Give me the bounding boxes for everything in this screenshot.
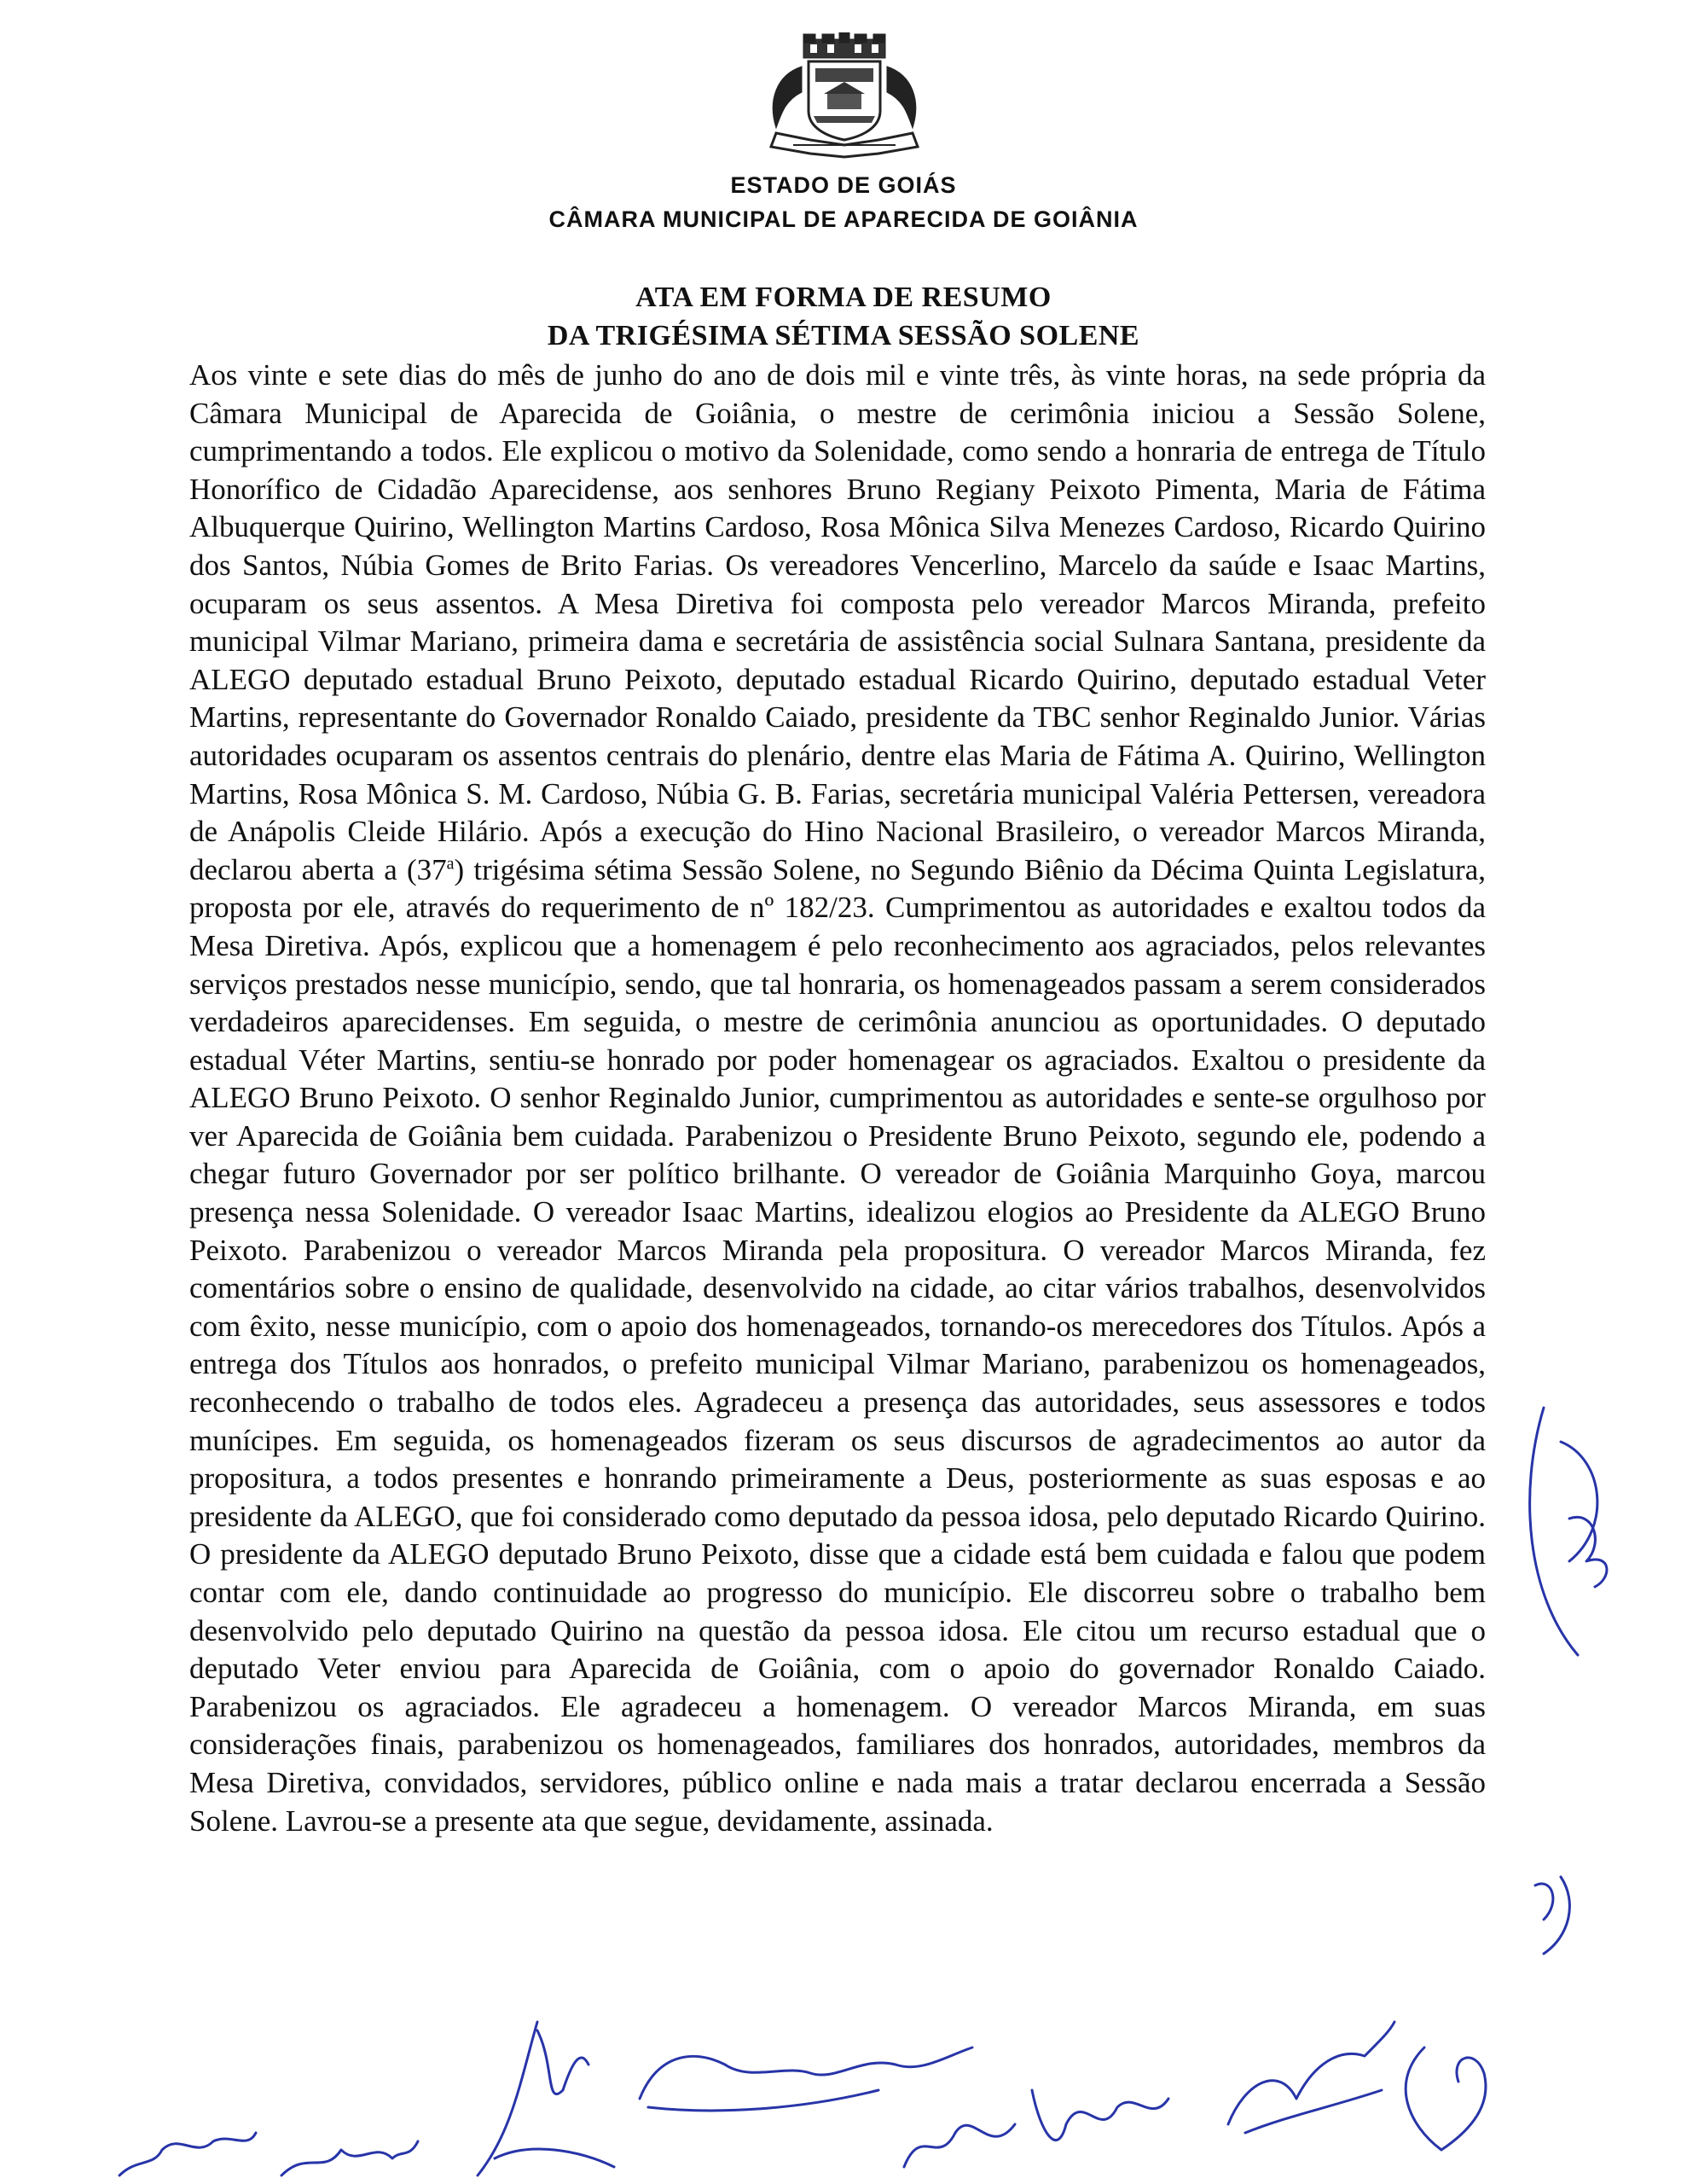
ordinal-superscript: a bbox=[446, 854, 455, 874]
signature-mark-5 bbox=[887, 2073, 1177, 2184]
minutes-body-part1: Aos vinte e sete dias do mês de junho do ano de dois mil e vinte três, às vinte horas, na sede própria da Câmara Municipal de Aparecida de Goiânia, o mestre de cerimônia iniciou a Sessão Solene, cumprimentando a todos. Ele explicou o motivo da Solenidade, como sendo a honraria de entrega de Título Honorífico de Cidadão Aparecidense, aos senhores Bruno Regiany Peixoto Pimenta, Maria de Fátima Albuquerque Quirino, Wellington Martins Cardoso, Rosa Mônica Silva Menezes Cardoso, Ricardo Quirino dos Santos, Núbia Gomes de Brito Farias. Os vereadores Vencerlino, Marcelo da saúde e Isaac Martins, ocuparam os seus assentos. A Mesa Diretiva foi composta pelo vereador Marcos Miranda, prefeito municipal Vilmar Mariano, primeira dama e secretária de assistência social Sulnara Santana, presidente da ALEGO deputado estadual Bruno Peixoto, deputado estadual Ricardo Quirino, deputado estadual Veter Martins, representante do Governador Ronaldo Caiado, presidente da TBC senhor Reginaldo Junior. Várias autoridades ocuparam os assentos centrais do plenário, dentre elas Maria de Fátima A. Quirino, Wellington Martins, Rosa Mônica S. M. Cardoso, Núbia G. B. Farias, secretária municipal Valéria Pettersen, vereadora de Anápolis Cleide Hilário. Após a execução do Hino Nacional Brasileiro, o vereador Marcos Miranda, declarou aberta a (37 bbox=[189, 358, 1486, 886]
minutes-body bbox=[189, 357, 1486, 1840]
municipal-coat-of-arms-icon bbox=[742, 32, 947, 160]
signature-mark-3 bbox=[461, 2013, 623, 2184]
header-state: ESTADO DE GOIÁS bbox=[730, 172, 957, 198]
minutes-body-part2: ) trigésima sétima Sessão Solene, no Segundo Biênio da Décima Quinta Legislatura, proposta por ele, através do requerimento de nº 182/23. Cumprimentou as autoridades e exaltou todos da Mesa Diretiva. Após, explicou que a homenagem é pelo reconhecimento aos agraciados, pelos relevantes serviços prestados nesse município, sendo, que tal honraria, os homenageados passam a serem considerados verdadeiros aparecidenses. Em seguida, o mestre de cerimônia anunciou as oportunidades. O deputado estadual Véter Martins, sentiu-se honrado por poder homenagear os agraciados. Exaltou o presidente da ALEGO Bruno Peixoto. O senhor Reginaldo Junior, cumprimentou as autoridades e sente-se orgulhoso por ver Aparecida de Goiânia bem cuidada. Parabenizou o Presidente Bruno Peixoto, segundo ele, podendo a chegar futuro Governador por ser político brilhante. O vereador de Goiânia Marquinho Goya, marcou presença nessa Solenidade. O vereador Isaac Martins, idealizou elogios ao Presidente da ALEGO Bruno Peixoto. Parabenizou o vereador Marcos Miranda pela propositura. O vereador Marcos Miranda, fez comentários sobre o ensino de qualidade, desenvolvido na cidade, ao citar vários trabalhos, desenvolvidos com êxito, nesse município, com o apoio dos homenageados, tornando-os merecedores dos Títulos. Após a entrega dos Títulos aos honrados, o prefeito municipal Vilmar Mariano, parabenizou os homenageados, reconhecendo o trabalho de todos eles. Agradeceu a presença das autoridades, seus assessores e todos munícipes. Em seguida, os homenageados fizeram os seus discursos de agradecimentos ao autor da propositura, a todos presentes e honrando primeiramente a Deus, posteriormente as suas esposas e ao presidente da ALEGO, que foi considerado como deputado da pessoa idosa, pelo deputado Ricardo Quirino. O presidente da ALEGO deputado Bruno Peixoto, disse que a cidade está bem cuidada e falou que podem contar com ele, dando continuidade ao progresso do município. Ele discorreu sobre o trabalho bem desenvolvido pelo deputado Quirino na questão da pessoa idosa. Ele citou um recurso estadual que o deputado Veter enviou para Aparecida de Goiânia, com o apoio do governador Ronaldo Caiado. Parabenizou os agraciados. Ele agradeceu a homenagem. O vereador Marcos Miranda, em suas considerações finais, parabenizou os homenageados, familiares dos honrados, autoridades, membros da Mesa Diretiva, convidados, servidores, público online e nada mais a tratar declarou encerrada a Sessão Solene. Lavrou-se a presente ata que segue, devidamente, assinada. bbox=[189, 852, 1486, 1838]
signature-mark-6 bbox=[1211, 2013, 1399, 2141]
header-chamber: CÂMARA MUNICIPAL DE APARECIDA DE GOIÂNIA bbox=[548, 206, 1139, 232]
signature-mark-2 bbox=[273, 2124, 426, 2184]
document-title-line2: DA TRIGÉSIMA SÉTIMA SESSÃO SOLENE bbox=[547, 320, 1140, 351]
signature-mark-7 bbox=[1373, 2030, 1510, 2167]
signature-mark-margin-bottom bbox=[1527, 1868, 1595, 1962]
signature-mark-margin-top bbox=[1510, 1391, 1620, 1672]
document-title-line1: ATA EM FORMA DE RESUMO bbox=[635, 282, 1052, 313]
signature-mark-1 bbox=[111, 2107, 264, 2184]
